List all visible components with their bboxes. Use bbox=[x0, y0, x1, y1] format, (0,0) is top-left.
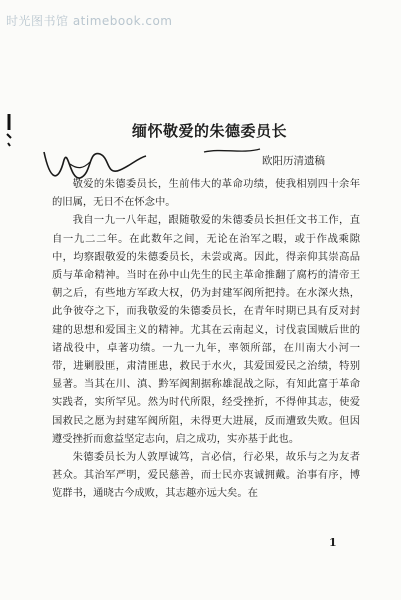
article-title: 缅怀敬爱的朱德委员长 bbox=[132, 122, 288, 140]
paragraph: 朱德委员长为人敦厚诚笃，言必信，行必果，故乐与之为友者甚众。其治军严明，爱民慈善，而士民亦衷诚拥戴。治事有序，博览群书，通晓古今成败，其志趣亦远大矣。在 bbox=[52, 451, 360, 500]
paragraph: 我自一九一八年起，跟随敬爱的朱德委员长担任文书工作，直自一九二二年。在此数年之间，无论在治军之暇，或于作战乘隙中，均察跟敬爱的朱德委员长，未尝或离。因此，得亲仰其崇高品质与革命精神。当时在孙中山先生的民主革命推翻了腐朽的清帝王朝之后，有些地方军政大权，仍为封建军阀所把持。在水深火热，此争彼夺之下，而我敬爱的朱德委员长，在青年时期已具有反对封建的思想和爱国主义的精神。尤其在云南起义，讨伐袁国贼后世的诸战役中，卓著功绩。一九一九年，率领所部，在川南大小河一带，进剿股匪，肃清匪患，救民于水火，其爱国爱民之治绩，特别显著。当其在川、滇、黔军阀割据称雄混战之际，有知此富于革命实践者，实所罕见。然为时代所限，经受挫折，不得伸其志，使爱国救民之愿为封建军阀所阻，未得更大进展，反而遭致失败。但因遵受挫折而愈益坚定志向，启之成功，实亦基于此也。 bbox=[52, 214, 360, 445]
page-number: 1 bbox=[329, 536, 337, 549]
margin-mark bbox=[4, 112, 14, 148]
paragraph: 敬爱的朱德委员长，生前伟大的革命功绩，使我相别四十余年的旧属，无日不在怀念中。 bbox=[52, 178, 360, 209]
watermark: 时光图书馆 atimebook.com bbox=[6, 14, 173, 28]
author-line: 欧阳历清遗稿 bbox=[262, 155, 325, 167]
pen-underline bbox=[202, 146, 262, 156]
article-body bbox=[52, 175, 360, 503]
